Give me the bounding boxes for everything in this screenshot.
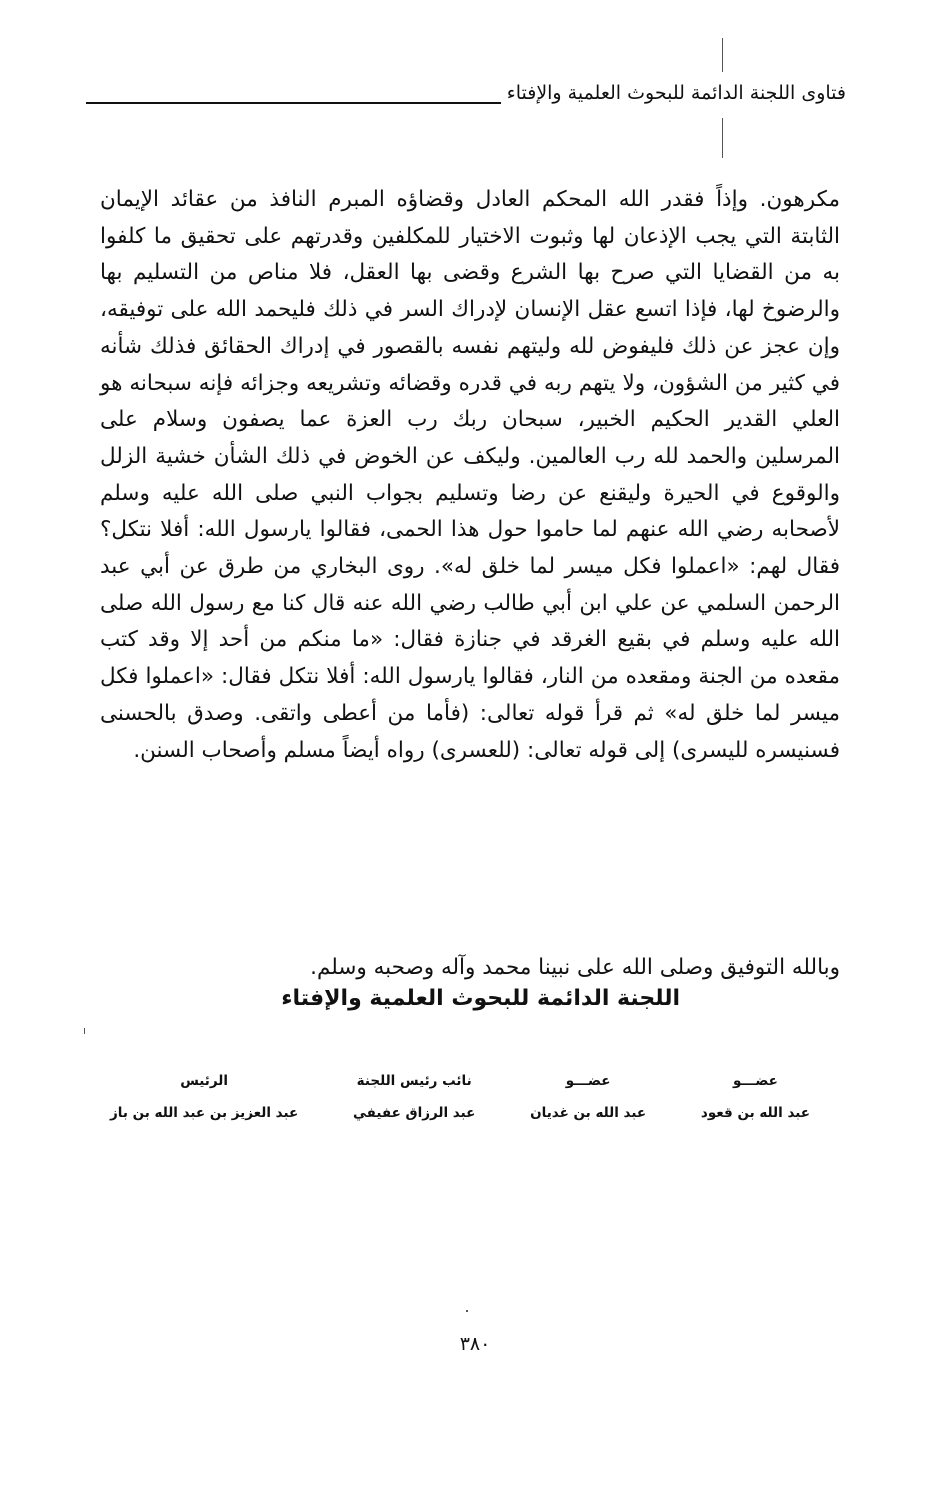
body-paragraph: مكرهون. وإذاً فقدر الله المحكم العادل وقضاؤه المبرم النافذ من عقائد الإيمان الثابتة التي يجب الإذعان لها وثبوت الاختيار للمكلفين وقدرتهم على تحقيق ما كلفوا به من القضايا التي صرح بها الشرع وقضى بها العقل، فلا مناص من التسليم بها والرضوخ لها، فإذا اتسع عقل الإنسان لإدراك السر في ذلك فليحمد الله على توفيقه، وإن عجز عن ذلك فليفوض لله وليتهم نفسه بالقصور في إدراك الحقائق فذلك شأنه في كثير من الشؤون، ولا يتهم ربه في قدره وقضائه وتشريعه وجزائه فإنه سبحانه هو العلي القدير الحكيم الخبير، سبحان ربك رب العزة عما يصفون وسلام على المرسلين والحمد لله رب العالمين. وليكف عن الخوض في ذلك الشأن خشية الزلل والوقوع في الحيرة وليقنع عن رضا وتسليم بجواب النبي صلى الله عليه وسلم لأصحابه رضي الله عنهم لما حاموا حول هذا الحمى، فقالوا يارسول الله: أفلا نتكل؟ فقال لهم: «اعملوا فكل ميسر لما خلق له». روى البخاري من طرق عن أبي عبد الرحمن السلمي عن علي ابن أبي طالب رضي الله عنه قال كنا مع رسول الله صلى الله عليه وسلم في بقيع الغرقد في جنازة فقال: «ما منكم من أحد إلا وقد كتب مقعده من الجنة ومقعده من النار، فقالوا يارسول الله: أفلا نتكل فقال: «اعملوا فكل ميسر لما خلق له» ثم قرأ قوله تعالى: (فأما من أعطى واتقى. وصدق بالحسنى فسنيسره لليسرى) إلى قوله تعالى: (للعسرى) رواه أيضاً مسلم وأصحاب السنن. xyxy=(100,187,840,763)
page-header xyxy=(86,82,846,112)
fatwa-body xyxy=(100,182,840,769)
signatures-row xyxy=(110,1065,810,1129)
signature-role: عضـــو xyxy=(733,1073,778,1089)
header-title: فتاوى اللجنة الدائمة للبحوث العلمية والإفتاء xyxy=(506,82,846,104)
signature-member-1 xyxy=(701,1065,810,1129)
scan-mark-header xyxy=(722,118,723,158)
signature-role: نائب رئيس اللجنة xyxy=(356,1073,472,1089)
signature-member-2 xyxy=(530,1065,646,1129)
header-rule xyxy=(86,102,501,104)
signature-vice-chairman xyxy=(353,1065,475,1129)
committee-name: اللجنة الدائمة للبحوث العلمية والإفتاء xyxy=(281,986,680,1011)
signature-chairman xyxy=(110,1065,298,1129)
scan-mark-left xyxy=(84,1028,85,1034)
scan-dot xyxy=(466,1310,468,1312)
closing-line: وبالله التوفيق وصلى الله على نبينا محمد وآله وصحبه وسلم. xyxy=(310,955,840,980)
signature-role: الرئيس xyxy=(180,1073,228,1089)
page-number: ٣٨٠ xyxy=(459,1333,491,1355)
signature-role: عضـــو xyxy=(565,1073,611,1089)
signature-name: عبد العزيز بن عبد الله بن باز xyxy=(110,1105,299,1121)
scan-mark-top xyxy=(722,38,723,72)
signature-name: عبد الله بن غديان xyxy=(530,1105,647,1121)
signature-name: عبد الرزاق عفيفي xyxy=(353,1105,476,1121)
signature-name: عبد الله بن قعود xyxy=(700,1105,810,1121)
